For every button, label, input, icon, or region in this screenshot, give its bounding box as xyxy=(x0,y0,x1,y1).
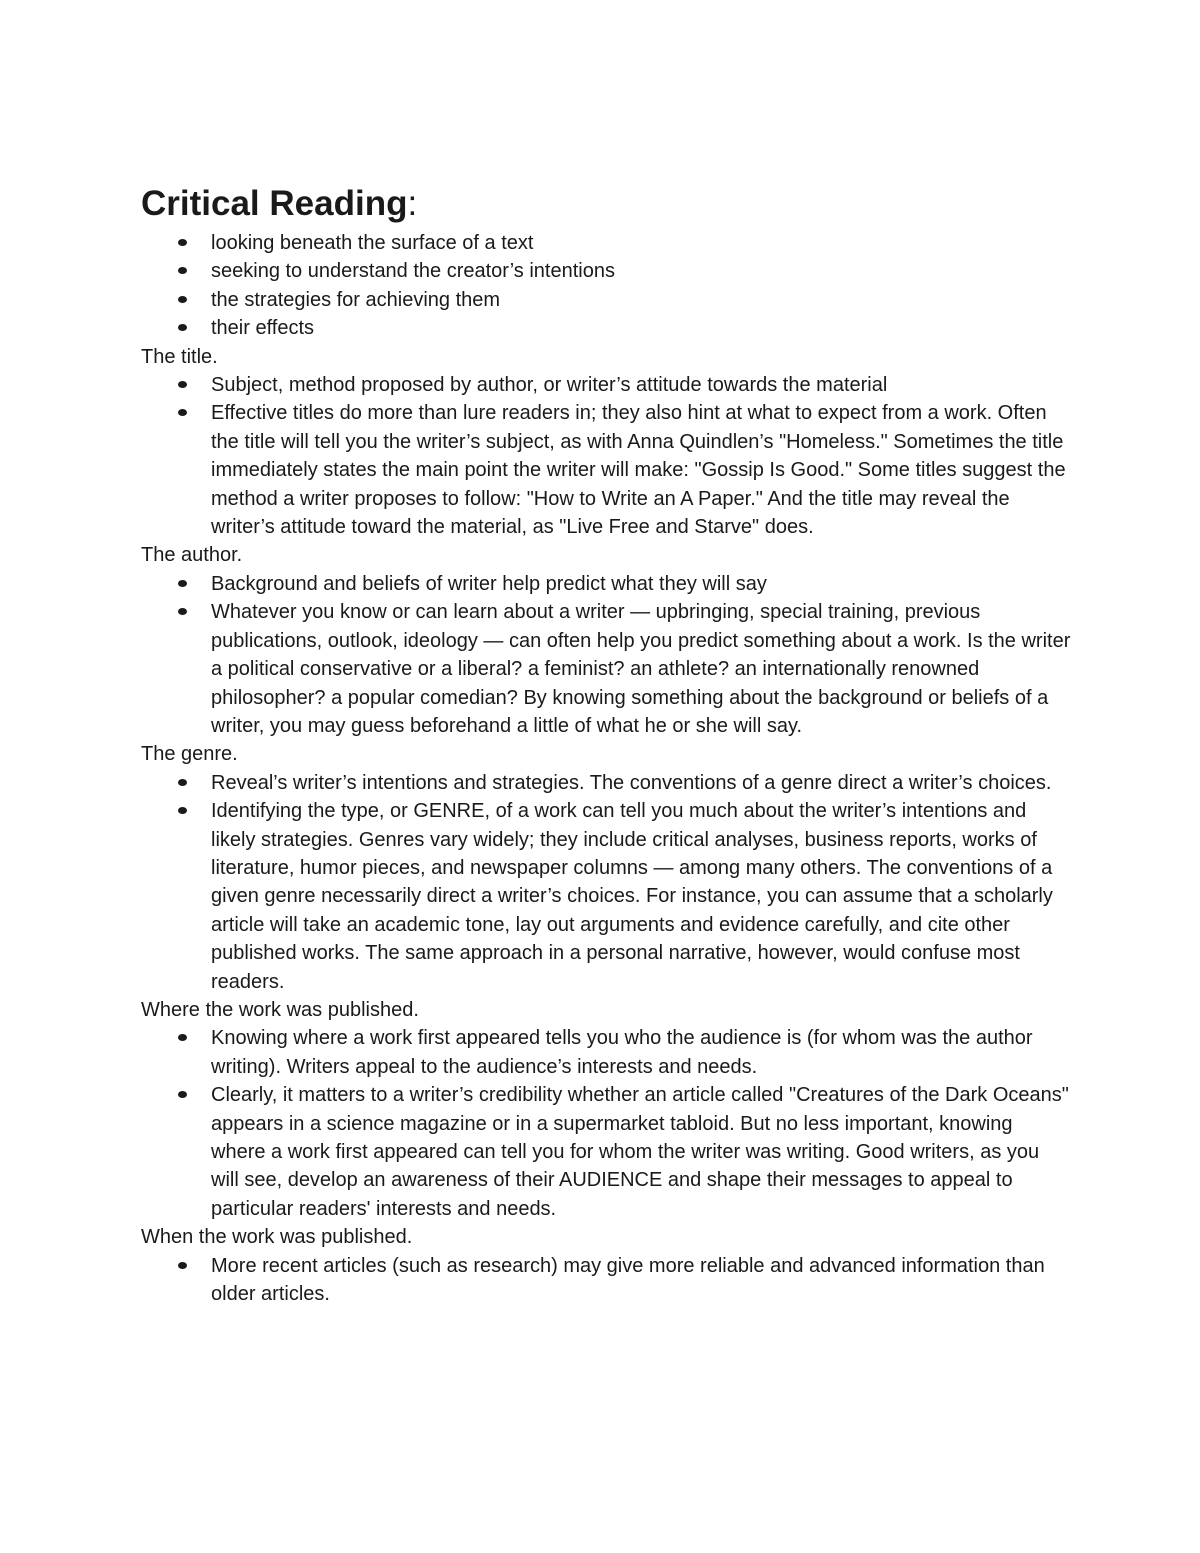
list-item xyxy=(211,1081,1071,1223)
bullet-icon xyxy=(178,296,187,303)
list-item-text: Whatever you know or can learn about a writer — upbringing, special training, previous publications, outlook, ideology — can often help you predict something about a work. Is the writer a political conservative or a liberal? a feminist? an athlete? an internationally renowned philosopher? a popular comedian? By knowing something about the background or beliefs of a writer, you may guess beforehand a little of what he or she will say. xyxy=(211,601,1071,737)
list-item-text: looking beneath the surface of a text xyxy=(211,232,534,254)
document-page xyxy=(141,181,1071,1308)
list-item-text: Background and beliefs of writer help predict what they will say xyxy=(211,572,767,595)
list-item xyxy=(211,769,1071,797)
list-item-text: the strategies for achieving them xyxy=(211,288,501,311)
list-item-text: their effects xyxy=(211,317,315,340)
bullet-icon xyxy=(178,381,187,388)
section-heading-author: The author. xyxy=(141,544,243,567)
section-heading-genre: The genre. xyxy=(141,743,238,766)
list-item xyxy=(211,371,1071,399)
list-item xyxy=(211,286,1071,314)
list-item-text: Knowing where a work first appeared tells you who the audience is (for whom was the author writing). Writers appeal to the audience’s interests and needs. xyxy=(211,1027,1033,1078)
list-item xyxy=(211,229,1071,257)
bullet-icon xyxy=(178,580,187,587)
list-item-text: Clearly, it matters to a writer’s credibility whether an article called "Creatures of the Dark Oceans" appears in a science magazine or in a supermarket tabloid. But no less important, knowing where a work first appeared can tell you for whom the writer was writing. Good writers, as you will see, develop an awareness of their AUDIENCE and shape their messages to appeal to particular readers' interests and needs. xyxy=(211,1084,1069,1220)
section-heading-title: The title. xyxy=(141,345,218,368)
list-item-text: seeking to understand the creator’s intentions xyxy=(211,260,615,283)
intro-list xyxy=(141,229,1071,343)
section-list-title xyxy=(141,371,1071,541)
bullet-icon xyxy=(178,324,187,331)
list-item xyxy=(211,257,1071,285)
list-item-text: More recent articles (such as research) may give more reliable and advanced information than older articles. xyxy=(211,1254,1045,1306)
section-list-where xyxy=(141,1024,1071,1223)
list-item xyxy=(211,1252,1071,1309)
title-colon: : xyxy=(407,184,418,223)
section-list-when xyxy=(141,1252,1071,1309)
bullet-icon xyxy=(178,608,187,615)
list-item xyxy=(211,797,1071,996)
section-list-author xyxy=(141,570,1071,740)
bullet-icon xyxy=(178,779,187,786)
list-item-text: Subject, method proposed by author, or writer’s attitude towards the material xyxy=(211,374,888,397)
bullet-icon xyxy=(178,1262,187,1269)
list-item-text: Reveal’s writer’s intentions and strategies. The conventions of a genre direct a writer’s choices. xyxy=(211,771,1052,794)
section-list-genre xyxy=(141,769,1071,996)
list-item-text: Identifying the type, or GENRE, of a work can tell you much about the writer’s intentions and likely strategies. Genres vary widely; they include critical analyses, business reports, works of literature, humor pieces, and newspaper columns — among many others. The conventions of a given genre necessarily direct a writer’s choices. For instance, you can assume that a scholarly article will take an academic tone, lay out arguments and evidence carefully, and cite other published works. The same approach in a personal narrative, however, would confuse most readers. xyxy=(211,800,1053,993)
bullet-icon xyxy=(178,807,187,814)
bullet-icon xyxy=(178,409,187,416)
bullet-icon xyxy=(178,1091,187,1098)
bullet-icon xyxy=(178,267,187,274)
list-item xyxy=(211,570,1071,598)
list-item xyxy=(211,1024,1071,1081)
list-item xyxy=(211,314,1071,342)
bullet-icon xyxy=(178,239,187,246)
section-heading-when: When the work was published. xyxy=(141,1226,413,1249)
section-heading-where: Where the work was published. xyxy=(141,998,419,1021)
document-title xyxy=(141,181,1071,227)
title-text: Critical Reading xyxy=(141,184,408,223)
list-item xyxy=(211,598,1071,740)
list-item-text: Effective titles do more than lure readers in; they also hint at what to expect from a work. Often the title will tell you the writer’s subject, as with Anna Quindlen’s "Homeless." Sometimes the title immediately states the main point the writer will make: "Gossip Is Good." Some titles suggest the method a writer proposes to follow: "How to Write an A Paper." And the title may reveal the writer’s attitude toward the material, as "Live Free and Starve" does. xyxy=(211,402,1066,539)
list-item xyxy=(211,399,1071,541)
bullet-icon xyxy=(178,1034,187,1041)
